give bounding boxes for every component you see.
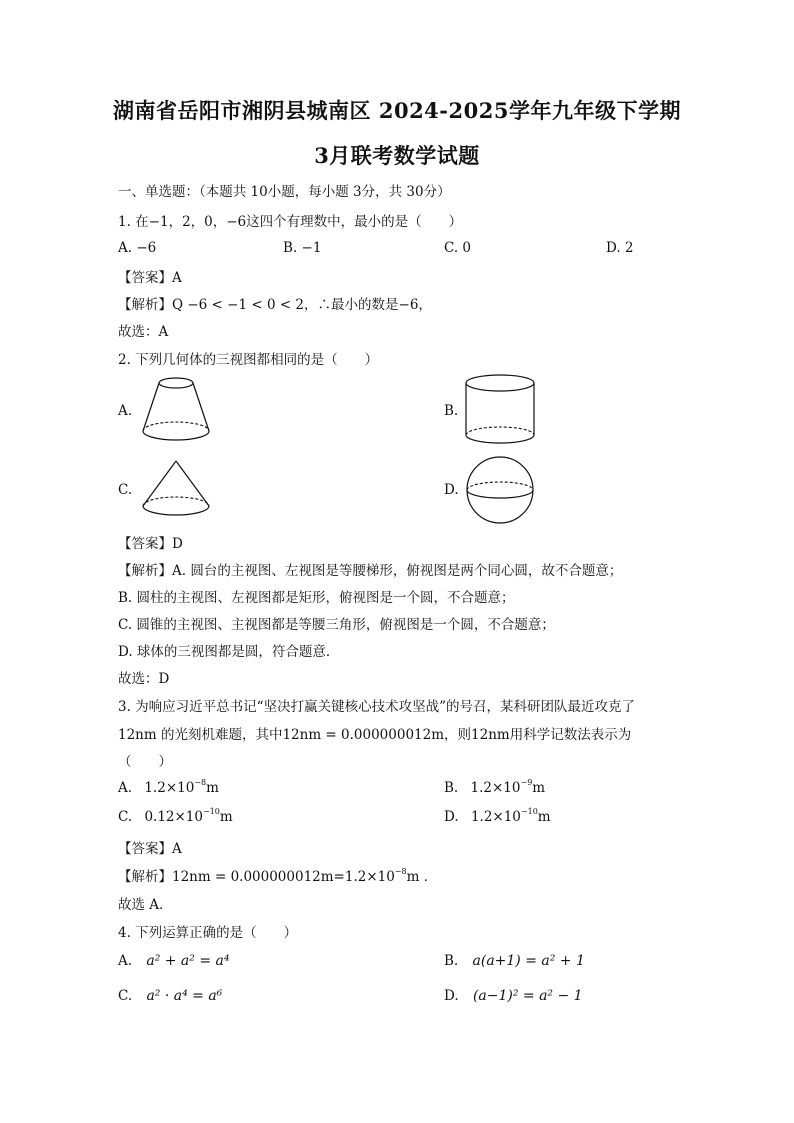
q4-option-b-label: B. (444, 953, 459, 969)
q3-stem-line1: 3. 为响应习近平总书记“坚决打赢关键核心技术攻坚战”的号召，某科研团队最近攻克了 (118, 699, 635, 715)
q3-analysis-exp: −8 (394, 867, 407, 876)
q3-analysis (118, 865, 437, 885)
q4-option-d (444, 988, 583, 1004)
q4-option-b-expr: a(a+1) = a² + 1 (472, 953, 585, 969)
q3-option-c-exp: −10 (203, 807, 220, 816)
document-title-line2: 3月联考数学试题 (314, 143, 480, 168)
q3-option-c-base: 0.12×10 (144, 809, 203, 825)
cone-icon (138, 458, 214, 520)
q3-option-c-unit: m (219, 809, 233, 825)
q4-option-a (118, 953, 229, 969)
q4-option-c-expr: a² · a⁴ = a⁶ (146, 988, 223, 1004)
q2-option-b-label: B. (444, 403, 459, 419)
q3-answer: 【答案】A (118, 841, 182, 857)
q3-analysis-unit: m ． (406, 869, 438, 885)
q1-option-c: C. 0 (444, 240, 472, 256)
q4-option-d-label: D. (444, 988, 459, 1004)
frustum-icon (138, 375, 214, 445)
q3-option-b-unit: m (532, 780, 546, 796)
q4-option-c (118, 988, 222, 1004)
q1-stem: 1. 在−1，2，0，−6这四个有理数中，最小的是（ ） (118, 214, 463, 230)
q2-option-d-label: D. (444, 482, 459, 498)
q1-option-b: B. −1 (283, 240, 322, 256)
q3-option-b-label: B. (444, 780, 459, 796)
q4-option-c-label: C. (118, 988, 133, 1004)
q1-conclusion: 故选：A (118, 324, 169, 340)
q4-stem: 4. 下列运算正确的是（ ） (118, 925, 298, 941)
q2-analysis-a: 【解析】A. 圆台的主视图、左视图是等腰梯形，俯视图是两个同心圆，故不合题意； (118, 563, 623, 579)
q1-option-a: A. −6 (118, 240, 157, 256)
q3-option-b (444, 780, 545, 796)
q3-option-b-base: 1.2×10 (470, 780, 521, 796)
q3-option-c (118, 809, 233, 825)
q3-conclusion: 故选 A． (118, 897, 173, 913)
q1-answer: 【答案】A (118, 270, 182, 286)
q1-analysis: 【解析】Q −6 < −1 < 0 < 2，∴最小的数是−6， (118, 297, 432, 313)
cylinder-icon (462, 373, 538, 447)
q3-option-d (444, 809, 551, 825)
q3-option-b-exp: −9 (520, 778, 533, 787)
q4-option-a-expr: a² + a² = a⁴ (146, 953, 230, 969)
sphere-icon (463, 453, 537, 527)
q3-option-d-label: D. (444, 809, 459, 825)
q2-option-c-label: C. (118, 482, 133, 498)
q3-option-d-unit: m (537, 809, 551, 825)
q3-option-a-label: A. (118, 780, 133, 796)
q2-conclusion: 故选：D (118, 671, 170, 687)
q2-stem: 2. 下列几何体的三视图都相同的是（ ） (118, 352, 379, 368)
q4-option-a-label: A. (118, 953, 133, 969)
section-heading: 一、单选题：（本题共 10小题，每小题 3分，共 30分） (118, 184, 451, 200)
q2-analysis-c: C. 圆锥的主视图、主视图都是等腰三角形，俯视图是一个圆，不合题意； (118, 617, 555, 633)
q4-option-d-expr: (a−1)² = a² − 1 (472, 988, 583, 1004)
q3-option-a (118, 780, 219, 796)
q3-option-a-base: 1.2×10 (144, 780, 195, 796)
q3-option-c-label: C. (118, 809, 133, 825)
q2-analysis-b: B. 圆柱的主视图、左视图都是矩形，俯视图是一个圆，不合题意； (118, 590, 515, 606)
q2-answer: 【答案】D (118, 536, 183, 552)
q3-option-d-exp: −10 (520, 807, 538, 816)
q3-stem-line3: （ ） (118, 754, 172, 770)
q3-option-a-exp: −8 (194, 778, 207, 787)
q3-option-d-base: 1.2×10 (470, 809, 521, 825)
q4-option-b (444, 953, 585, 969)
q1-option-d: D. 2 (606, 240, 634, 256)
q3-stem-line2: 12nm 的光刻机难题，其中12nm = 0.000000012m，则12nm用科学记数法表示为 (118, 727, 632, 743)
q3-option-a-unit: m (206, 780, 219, 796)
q2-analysis-d: D. 球体的三视图都是圆，符合题意． (118, 644, 340, 660)
q3-analysis-text: 【解析】12nm = 0.000000012m=1.2×10 (118, 869, 395, 885)
q2-option-a-label: A. (118, 403, 133, 419)
document-title-line1: 湖南省岳阳市湘阴县城南区 2024-2025学年九年级下学期 (113, 98, 681, 123)
